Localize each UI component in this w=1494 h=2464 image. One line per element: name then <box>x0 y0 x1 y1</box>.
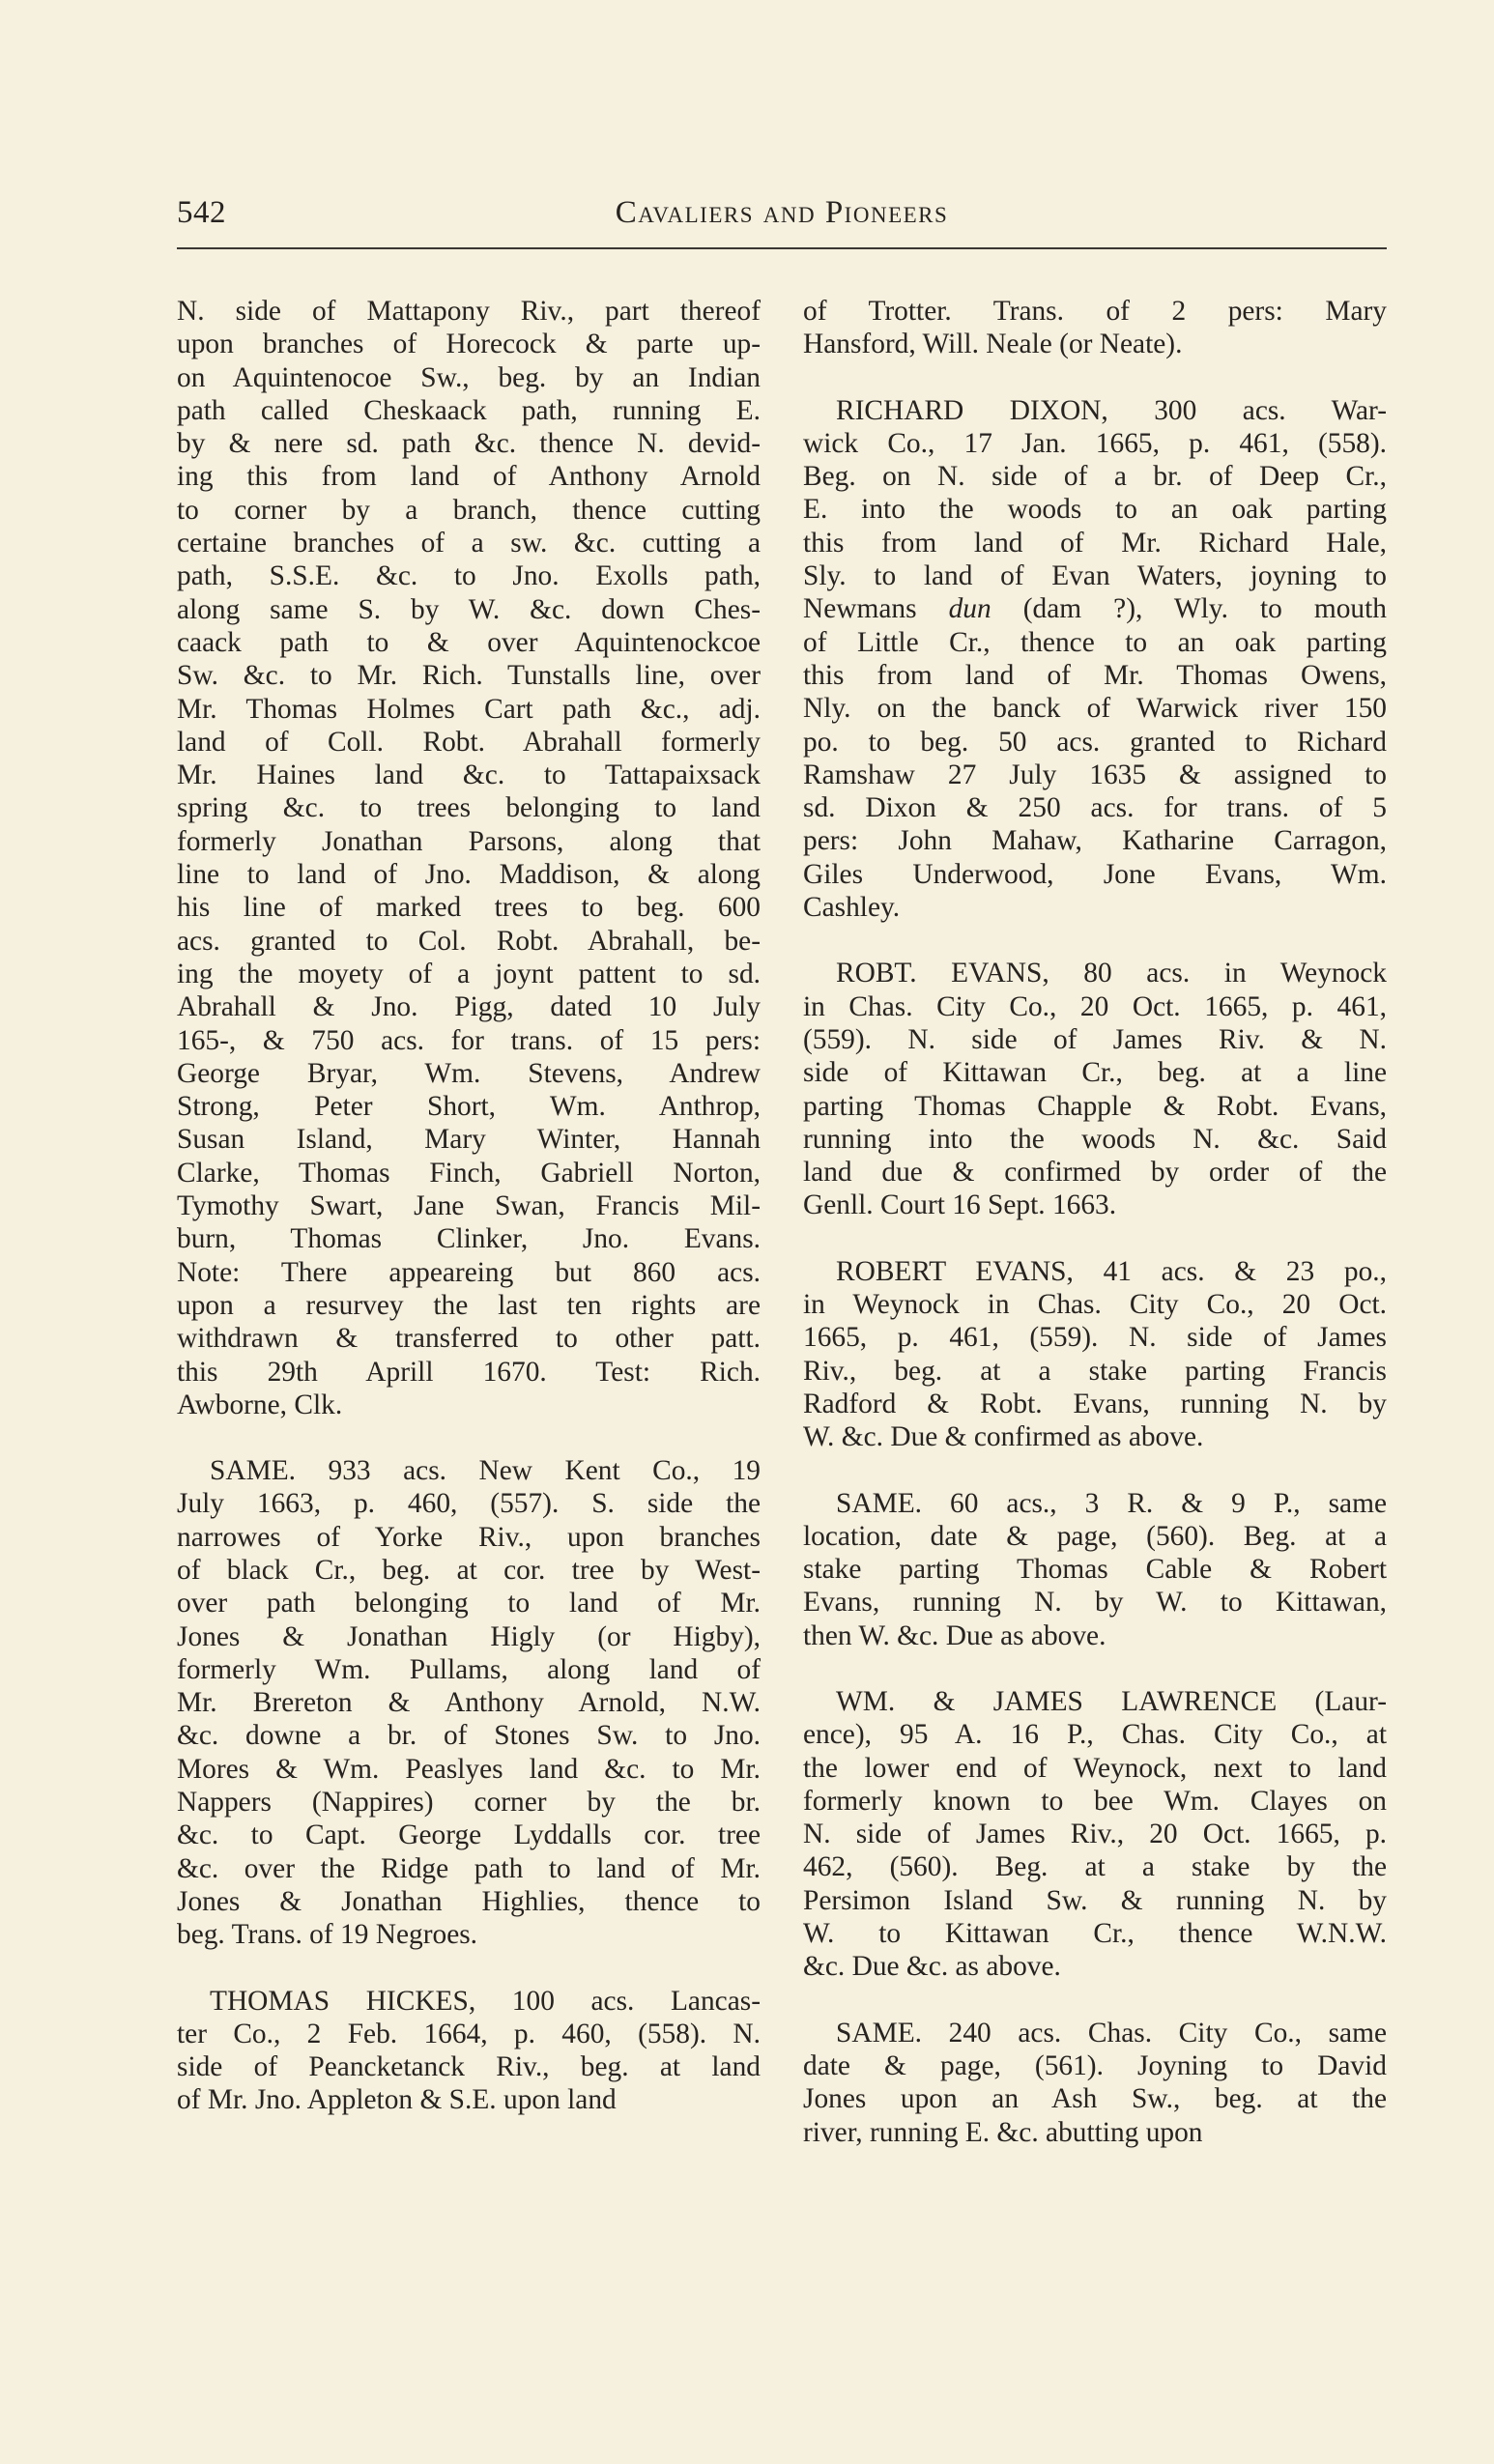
text-line: Nappers (Nappires) corner by the br. <box>177 1787 761 1819</box>
text-line: river, running E. &c. abutting upon <box>803 2116 1203 2148</box>
text-line: Persimon Island Sw. & running N. by <box>803 1884 1387 1916</box>
text-line: formerly known to bee Wm. Clayes on <box>803 1785 1387 1817</box>
text-line: to corner by a branch, thence cutting <box>177 494 761 526</box>
text-line: in Weynock in Chas. City Co., 20 Oct. <box>803 1289 1387 1321</box>
text-line: burn, Thomas Clinker, Jno. Evans. <box>177 1223 761 1255</box>
text-line: formerly Jonathan Parsons, along that <box>177 825 761 857</box>
text-line: RICHARD DIXON, 300 acs. War- <box>836 394 1387 426</box>
text-line: by & nere sd. path &c. thence N. devid- <box>177 428 761 460</box>
text-line: (559). N. side of James Riv. & N. <box>803 1023 1387 1055</box>
text-line: ROBT. EVANS, 80 acs. in Weynock <box>836 958 1387 989</box>
text-line: date & page, (561). Joyning to David <box>803 2049 1387 2081</box>
entry-paragraph <box>177 1985 761 2117</box>
text-line: July 1663, p. 460, (557). S. side the <box>177 1488 761 1520</box>
italic-word: dun <box>948 593 991 625</box>
text-line: Genll. Court 16 Sept. 1663. <box>803 1189 1117 1221</box>
text-line: Sw. &c. to Mr. Rich. Tunstalls line, over <box>177 660 761 692</box>
entry-paragraph <box>803 1255 1387 1454</box>
text-line: Tymothy Swart, Jane Swan, Francis Mil- <box>177 1190 761 1222</box>
text-line: Mr. Haines land &c. to Tattapaixsack <box>177 759 761 791</box>
text-line: acs. granted to Col. Robt. Abrahall, be- <box>177 925 761 957</box>
text-line: Jones & Jonathan Higly (or Higby), <box>177 1620 761 1652</box>
text-line: Beg. on N. side of a br. of Deep Cr., <box>803 461 1387 493</box>
text-line: Nly. on the banck of Warwick river 150 <box>803 693 1387 725</box>
text-line: Susan Island, Mary Winter, Hannah <box>177 1124 761 1156</box>
text-line: 462, (560). Beg. at a stake by the <box>803 1851 1387 1883</box>
text-line: WM. & JAMES LAWRENCE (Laur- <box>836 1685 1387 1717</box>
text-line: of Trotter. Trans. of 2 pers: Mary <box>803 296 1387 327</box>
text-line: 1665, p. 461, (559). N. side of James <box>803 1322 1387 1354</box>
text-line: land due & confirmed by order of the <box>803 1157 1387 1189</box>
text-line: this 29th Aprill 1670. Test: Rich. <box>177 1356 761 1388</box>
page-number: 542 <box>177 195 226 230</box>
text-line: &c. downe a br. of Stones Sw. to Jno. <box>177 1720 761 1752</box>
text-line: &c. over the Ridge path to land of Mr. <box>177 1852 761 1884</box>
text-line: N. side of James Riv., 20 Oct. 1665, p. <box>803 1819 1387 1850</box>
text-line: side of Kittawan Cr., beg. at a line <box>803 1057 1387 1089</box>
text-line: SAME. 60 acs., 3 R. & 9 P., same <box>836 1487 1387 1519</box>
text-line: &c. to Capt. George Lyddalls cor. tree <box>177 1819 761 1851</box>
text-line: sd. Dixon & 250 acs. for trans. of 5 <box>803 792 1387 824</box>
text-line: formerly Wm. Pullams, along land of <box>177 1653 761 1685</box>
text-line: Riv., beg. at a stake parting Francis <box>803 1355 1387 1387</box>
text-line: in Chas. City Co., 20 Oct. 1665, p. 461, <box>803 990 1387 1022</box>
entry-paragraph <box>803 394 1387 925</box>
text-line: path called Cheskaack path, running E. <box>177 394 761 426</box>
text-line: SAME. 933 acs. New Kent Co., 19 <box>210 1455 761 1487</box>
text-line: side of Peancketanck Riv., beg. at land <box>177 2051 761 2083</box>
text-line: Hansford, Will. Neale (or Neate). <box>803 329 1183 360</box>
left-column <box>177 295 761 2117</box>
text-line: running into the woods N. &c. Said <box>803 1123 1387 1155</box>
text-line: Radford & Robt. Evans, running N. by <box>803 1388 1387 1419</box>
text-line: Ramshaw 27 July 1635 & assigned to <box>803 759 1387 790</box>
text-line: line to land of Jno. Maddison, & along <box>177 859 761 891</box>
text-line: upon a resurvey the last ten rights are <box>177 1289 761 1321</box>
text-line: Giles Underwood, Jone Evans, Wm. <box>803 858 1387 890</box>
text-line: &c. Due &c. as above. <box>803 1951 1061 1983</box>
text-line: caack path to & over Aquintenockcoe <box>177 626 761 658</box>
text-line: land of Coll. Robt. Abrahall formerly <box>177 726 761 758</box>
entry-paragraph <box>803 2017 1387 2149</box>
text-line: of Mr. Jno. Appleton & S.E. upon land <box>177 2084 617 2116</box>
entry-paragraph <box>177 295 761 1421</box>
text-line: W. to Kittawan Cr., thence W.N.W. <box>803 1918 1387 1950</box>
text-line: George Bryar, Wm. Stevens, Andrew <box>177 1057 761 1089</box>
text-line: Clarke, Thomas Finch, Gabriell Norton, <box>177 1157 761 1189</box>
text-line: upon branches of Horecock & parte up- <box>177 329 761 360</box>
text-line: ter Co., 2 Feb. 1664, p. 460, (558). N. <box>177 2018 761 2049</box>
page-header <box>177 191 1387 249</box>
text-line: path, S.S.E. &c. to Jno. Exolls path, <box>177 560 761 592</box>
entry-paragraph <box>803 295 1387 361</box>
text-line: Newmans dun (dam ?), Wly. to mouth <box>803 593 1387 625</box>
text-line: SAME. 240 acs. Chas. City Co., same <box>836 2017 1387 2049</box>
text-line: along same S. by W. &c. down Ches- <box>177 593 761 625</box>
text-line: ing the moyety of a joynt pattent to sd. <box>177 958 761 989</box>
entry-paragraph <box>803 957 1387 1221</box>
text-line: this from land of Mr. Thomas Owens, <box>803 659 1387 691</box>
text-line: THOMAS HICKES, 100 acs. Lancas- <box>210 1985 761 2017</box>
text-line: Cashley. <box>803 892 901 924</box>
text-line: W. &c. Due & confirmed as above. <box>803 1421 1204 1453</box>
text-line: then W. &c. Due as above. <box>803 1619 1106 1651</box>
text-line: Mores & Wm. Peaslyes land &c. to Mr. <box>177 1753 761 1785</box>
right-column <box>803 295 1387 2149</box>
text-line: of black Cr., beg. at cor. tree by West- <box>177 1554 761 1586</box>
text-line: withdrawn & transferred to other patt. <box>177 1323 761 1355</box>
text-line: location, date & page, (560). Beg. at a <box>803 1520 1387 1552</box>
text-line: Note: There appeareing but 860 acs. <box>177 1256 761 1288</box>
text-line: po. to beg. 50 acs. granted to Richard <box>803 726 1387 758</box>
text-line: Abrahall & Jno. Pigg, dated 10 July <box>177 991 761 1023</box>
entry-paragraph <box>177 1454 761 1951</box>
text-line: narrowes of Yorke Riv., upon branches <box>177 1521 761 1553</box>
text-line: Awborne, Clk. <box>177 1389 343 1420</box>
text-line: Strong, Peter Short, Wm. Anthrop, <box>177 1091 761 1123</box>
text-line: of Little Cr., thence to an oak parting <box>803 626 1387 658</box>
text-line: Jones & Jonathan Highlies, thence to <box>177 1885 761 1917</box>
entry-paragraph <box>803 1487 1387 1652</box>
text-line: beg. Trans. of 19 Negroes. <box>177 1919 478 1951</box>
text-line: this from land of Mr. Richard Hale, <box>803 527 1387 559</box>
running-title: Cavaliers and Pioneers <box>615 195 949 230</box>
text-line: Mr. Thomas Holmes Cart path &c., adj. <box>177 693 761 725</box>
text-line: parting Thomas Chapple & Robt. Evans, <box>803 1090 1387 1122</box>
text-line: his line of marked trees to beg. 600 <box>177 892 761 924</box>
text-line: N. side of Mattapony Riv., part thereof <box>177 296 761 327</box>
text-line: stake parting Thomas Cable & Robert <box>803 1554 1387 1586</box>
text-line: over path belonging to land of Mr. <box>177 1588 761 1619</box>
text-line: ence), 95 A. 16 P., Chas. City Co., at <box>803 1719 1387 1751</box>
text-line: Sly. to land of Evan Waters, joyning to <box>803 560 1387 592</box>
text-line: Jones upon an Ash Sw., beg. at the <box>803 2083 1387 2115</box>
entry-paragraph <box>803 1685 1387 1984</box>
text-line: E. into the woods to an oak parting <box>803 494 1387 526</box>
text-line: pers: John Mahaw, Katharine Carragon, <box>803 825 1387 857</box>
text-line: Mr. Brereton & Anthony Arnold, N.W. <box>177 1687 761 1719</box>
text-line: spring &c. to trees belonging to land <box>177 792 761 824</box>
text-line: certaine branches of a sw. &c. cutting a <box>177 528 761 559</box>
text-line: Evans, running N. by W. to Kittawan, <box>803 1587 1387 1619</box>
text-line: ing this from land of Anthony Arnold <box>177 461 761 493</box>
text-line: on Aquintenocoe Sw., beg. by an Indian <box>177 361 761 393</box>
text-line: the lower end of Weynock, next to land <box>803 1752 1387 1784</box>
text-line: wick Co., 17 Jan. 1665, p. 461, (558). <box>803 427 1387 459</box>
text-line: ROBERT EVANS, 41 acs. & 23 po., <box>836 1255 1387 1287</box>
text-line: 165-, & 750 acs. for trans. of 15 pers: <box>177 1024 761 1056</box>
